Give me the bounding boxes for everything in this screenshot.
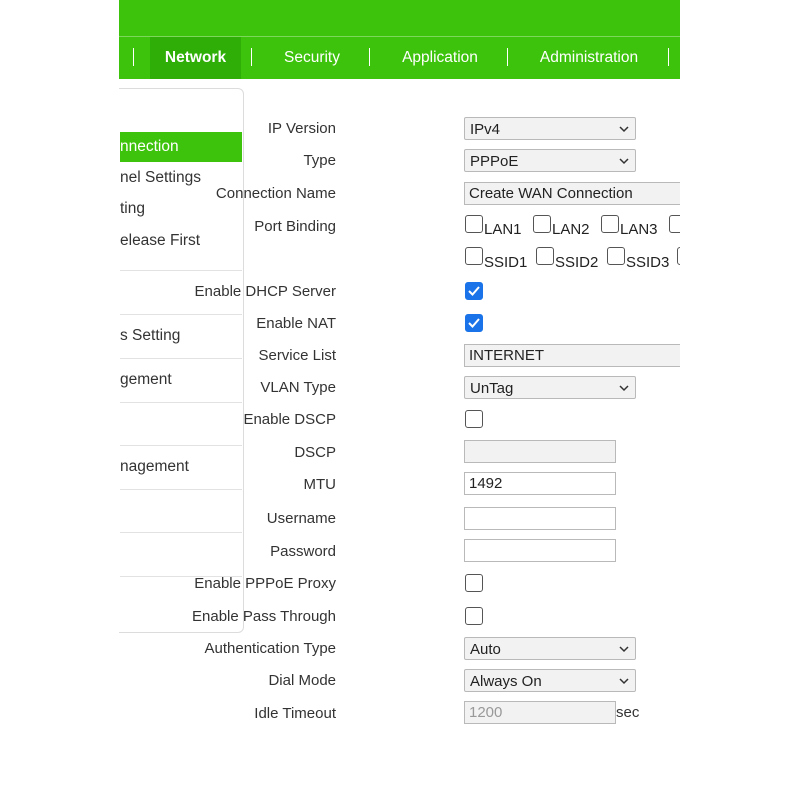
dial-mode-value: Always On xyxy=(470,673,542,690)
password-field[interactable] xyxy=(464,539,616,562)
lan4-checkbox-partial[interactable] xyxy=(669,215,680,233)
lan2-checkbox[interactable] xyxy=(533,215,551,233)
chevron-down-icon xyxy=(618,675,630,687)
sidebar-divider xyxy=(120,270,242,271)
ssid1-label: SSID1 xyxy=(484,254,528,271)
ssid2-label: SSID2 xyxy=(555,254,599,271)
username-field[interactable] xyxy=(464,507,616,530)
nav-separator xyxy=(507,48,508,66)
enable-nat-label: Enable NAT xyxy=(256,315,336,332)
sidebar-divider xyxy=(120,532,242,533)
app-frame xyxy=(119,0,680,800)
enable-pass-through-label: Enable Pass Through xyxy=(192,608,336,625)
dial-mode-label: Dial Mode xyxy=(268,672,336,689)
idle-timeout-label: Idle Timeout xyxy=(254,705,336,722)
service-list-label: Service List xyxy=(258,347,336,364)
sidebar-item-address-setting[interactable]: s Setting xyxy=(120,327,181,344)
ip-version-value: IPv4 xyxy=(470,121,501,138)
enable-nat-checkbox[interactable] xyxy=(465,314,483,332)
sidebar-divider xyxy=(120,445,242,446)
authentication-type-value: Auto xyxy=(470,641,501,658)
ssid3-checkbox[interactable] xyxy=(607,247,625,265)
sidebar-item-release-first[interactable]: elease First xyxy=(120,232,201,249)
type-select[interactable] xyxy=(464,149,636,172)
password-label: Password xyxy=(270,543,336,560)
sidebar xyxy=(119,88,244,633)
ssid4-checkbox-partial[interactable] xyxy=(677,247,680,265)
ip-version-label: IP Version xyxy=(267,120,336,137)
enable-dscp-label: Enable DSCP xyxy=(243,411,336,428)
vlan-type-label: VLAN Type xyxy=(260,379,336,396)
nav-item-network[interactable]: Network xyxy=(150,37,241,79)
sidebar-divider xyxy=(120,489,242,490)
ssid2-checkbox[interactable] xyxy=(536,247,554,265)
chevron-down-icon xyxy=(618,382,630,394)
sidebar-item-setting[interactable]: ting xyxy=(120,200,145,217)
lan1-label: LAN1 xyxy=(484,221,522,238)
port-binding-label: Port Binding xyxy=(254,218,336,235)
sidebar-item-management[interactable]: gement xyxy=(120,371,172,388)
ip-version-select[interactable] xyxy=(464,117,636,140)
dscp-label: DSCP xyxy=(294,444,336,461)
sidebar-divider xyxy=(120,358,242,359)
checkmark-icon xyxy=(467,284,481,298)
nav-separator xyxy=(133,48,134,66)
enable-dscp-checkbox[interactable] xyxy=(465,410,483,428)
nav-item-administration[interactable]: Administration xyxy=(539,49,639,66)
nav-item-application[interactable]: Application xyxy=(402,49,478,66)
nav-separator xyxy=(251,48,252,66)
idle-timeout-field[interactable]: 1200 xyxy=(464,701,616,724)
service-list-field[interactable]: INTERNET xyxy=(464,344,680,367)
lan2-label: LAN2 xyxy=(552,221,590,238)
authentication-type-label: Authentication Type xyxy=(204,640,336,657)
ssid1-checkbox[interactable] xyxy=(465,247,483,265)
top-banner xyxy=(119,0,680,36)
sidebar-divider xyxy=(120,314,242,315)
sidebar-item-wan-connection[interactable]: nnection xyxy=(120,132,242,162)
lan3-label: LAN3 xyxy=(620,221,658,238)
checkmark-icon xyxy=(467,316,481,330)
sidebar-item-channel-settings[interactable]: nel Settings xyxy=(120,169,201,186)
dscp-field[interactable] xyxy=(464,440,616,463)
chevron-down-icon xyxy=(618,155,630,167)
connection-name-label: Connection Name xyxy=(215,185,336,202)
type-value: PPPoE xyxy=(470,153,519,170)
sidebar-divider xyxy=(120,402,242,403)
type-label: Type xyxy=(303,152,336,169)
vlan-type-select[interactable] xyxy=(464,376,636,399)
chevron-down-icon xyxy=(618,123,630,135)
authentication-type-select[interactable] xyxy=(464,637,636,660)
idle-timeout-unit: sec xyxy=(616,704,640,721)
username-label: Username xyxy=(266,510,336,527)
vlan-type-value: UnTag xyxy=(470,380,514,397)
dial-mode-select[interactable] xyxy=(464,669,636,692)
nav-item-security[interactable]: Security xyxy=(284,49,340,66)
nav-item-partial[interactable] xyxy=(119,37,133,79)
enable-dhcp-server-label: Enable DHCP Server xyxy=(194,283,336,300)
chevron-down-icon xyxy=(618,643,630,655)
nav-separator xyxy=(369,48,370,66)
enable-pass-through-checkbox[interactable] xyxy=(465,607,483,625)
enable-pppoe-proxy-checkbox[interactable] xyxy=(465,574,483,592)
sidebar-item-port-management[interactable]: nagement xyxy=(120,458,189,475)
connection-name-field[interactable]: Create WAN Connection xyxy=(464,182,680,205)
main-nav xyxy=(119,36,680,79)
ssid3-label: SSID3 xyxy=(626,254,670,271)
nav-separator xyxy=(668,48,669,66)
enable-pppoe-proxy-label: Enable PPPoE Proxy xyxy=(194,575,336,592)
lan3-checkbox[interactable] xyxy=(601,215,619,233)
lan1-checkbox[interactable] xyxy=(465,215,483,233)
mtu-field[interactable]: 1492 xyxy=(464,472,616,495)
enable-dhcp-server-checkbox[interactable] xyxy=(465,282,483,300)
mtu-label: MTU xyxy=(303,476,336,493)
